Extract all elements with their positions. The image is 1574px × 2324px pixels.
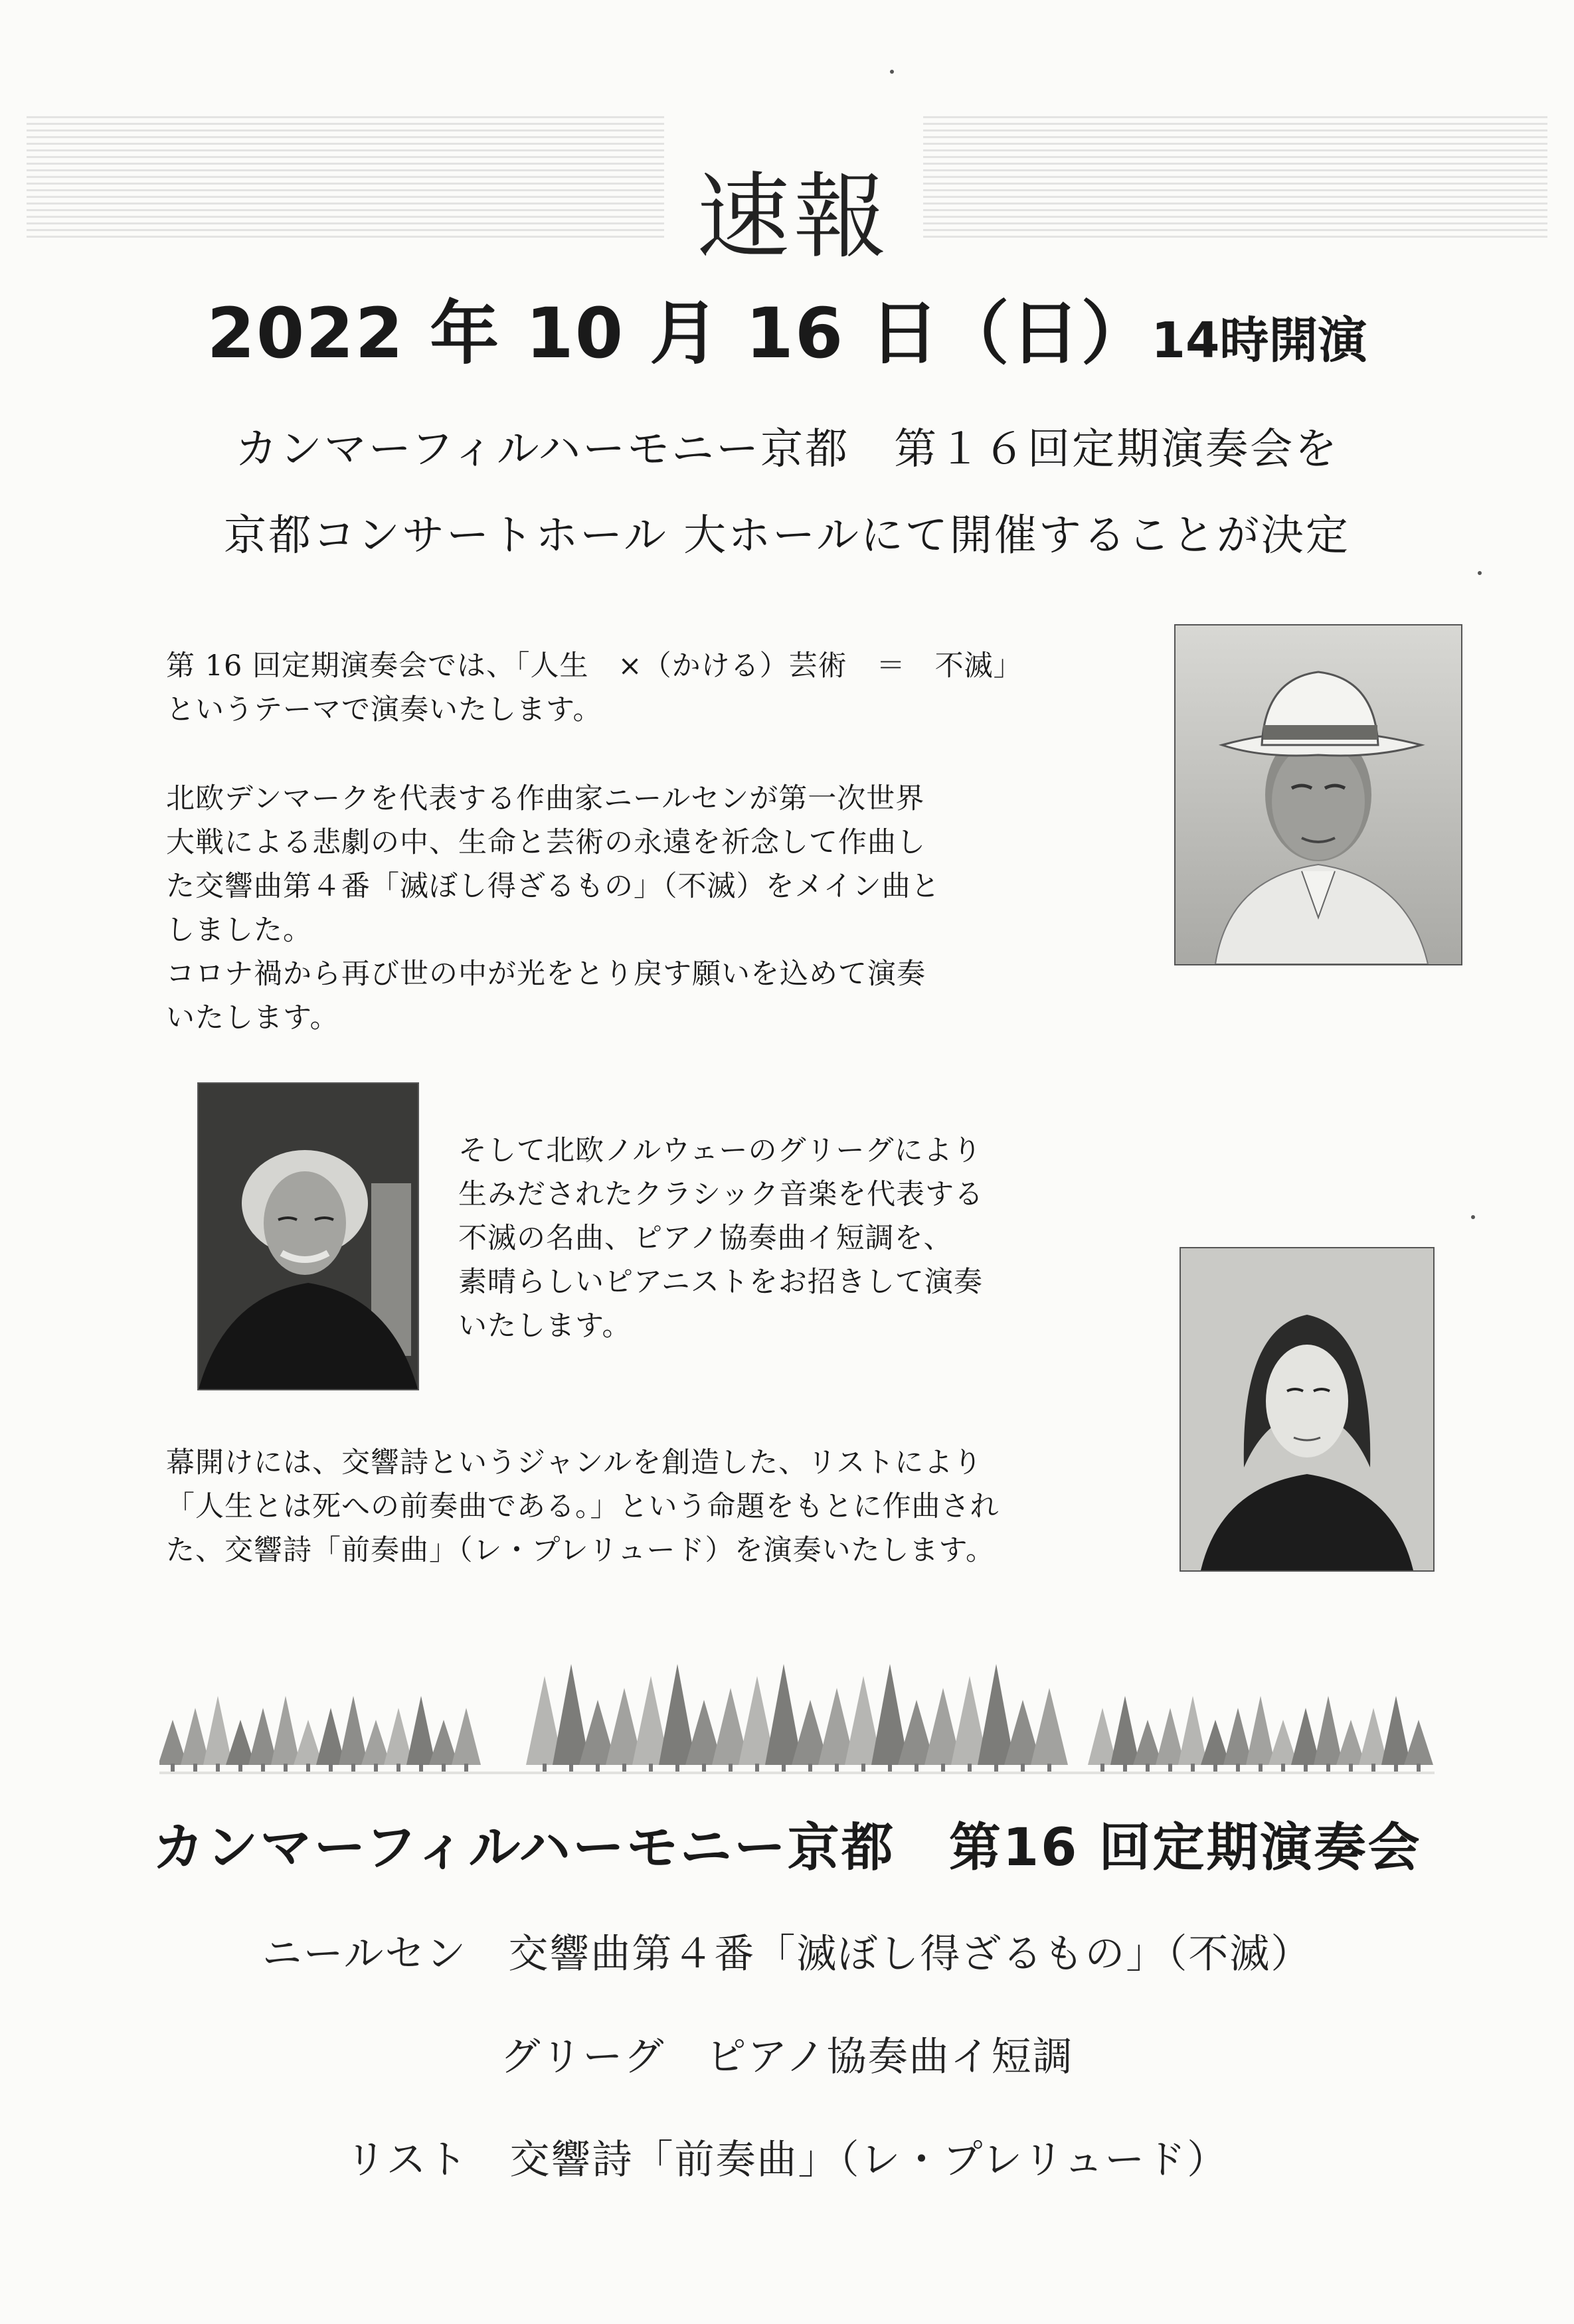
- tree-trunk: [649, 1764, 653, 1773]
- tree-trunk: [888, 1764, 892, 1773]
- tree-trunk: [351, 1764, 355, 1773]
- tree-trunk: [941, 1764, 945, 1773]
- tree-trunk: [702, 1764, 706, 1773]
- tree-trunk: [1281, 1764, 1285, 1773]
- tree-trunk: [1417, 1764, 1421, 1773]
- ground-line: [159, 1772, 1435, 1774]
- tree-trunk: [1213, 1764, 1217, 1773]
- liszt-paragraph: 幕開けには、交響詩というジャンルを創造した、リストにより 「人生とは死への前奏曲である。」という命題をもとに作曲され た、交響詩「前奏曲」（レ・プレリュード）を演奏いたします。: [166, 1446, 1000, 1567]
- scan-speck: [1478, 571, 1482, 575]
- concert-date-main: 2022 年 10 月 16 日（日）: [207, 293, 1152, 374]
- tree-trunk: [1259, 1764, 1263, 1773]
- tree-trunk: [1236, 1764, 1240, 1773]
- nielsen-paragraph: 北欧デンマークを代表する作曲家ニールセンが第一次世界 大戦による悲劇の中、生命と芸術の永遠を祈念して作曲し た交響曲第４番「滅ぼし得ざるもの」（不滅）をメイン曲と しました。 コロナ禍から再び世の中が光をとり戻す願いを込めて演奏 いたします。: [166, 782, 940, 1035]
- tree-trunk: [596, 1764, 600, 1773]
- tree-trunk: [1394, 1764, 1398, 1773]
- grieg-paragraph: そして北欧ノルウェーのグリーグにより 生みだされたクラシック音楽を代表する 不滅の名曲、ピアノ協奏曲イ短調を、 素晴らしいピアニストをお招きして演奏 いたします。: [458, 1134, 984, 1343]
- tree-trunk: [216, 1764, 220, 1773]
- concert-start-time: 14時開演: [1151, 312, 1367, 369]
- tree-trunk: [1123, 1764, 1127, 1773]
- tree-trunk: [755, 1764, 759, 1773]
- tree-trunk: [1349, 1764, 1353, 1773]
- tree-shape: [339, 1696, 368, 1765]
- tree-trunk: [622, 1764, 626, 1773]
- tree-shape: [1246, 1696, 1275, 1765]
- announcement-line-1: カンマーフィルハーモニー京都 第１６回定期演奏会を: [234, 425, 1340, 474]
- tree-shape: [406, 1696, 436, 1765]
- tree-trunk: [835, 1764, 839, 1773]
- announcement-line-2: 京都コンサートホール 大ホールにて開催することが決定: [224, 511, 1350, 560]
- theme-paragraph: 第 16 回定期演奏会では、「人生 ×（かける）芸術 ＝ 不滅」 というテーマで演奏いたします。: [166, 649, 1023, 726]
- scan-speck: [1471, 1215, 1475, 1219]
- tree-trunk: [808, 1764, 812, 1773]
- tree-trunk: [782, 1764, 786, 1773]
- program-item-nielsen: ニールセン 交響曲第４番「滅ぼし得ざるもの」（不滅）: [262, 1931, 1312, 1977]
- tree-trunk: [464, 1764, 468, 1773]
- tree-shape: [1314, 1696, 1343, 1765]
- scan-speck: [890, 70, 894, 74]
- tree-trunk: [1146, 1764, 1150, 1773]
- grieg-portrait: [197, 1082, 419, 1390]
- program-title: カンマーフィルハーモニー京都 第16 回定期演奏会: [152, 1818, 1422, 1878]
- tree-trunk: [193, 1764, 197, 1773]
- tree-trunk: [419, 1764, 423, 1773]
- tree-shape: [203, 1696, 232, 1765]
- tree-trunk: [1168, 1764, 1172, 1773]
- tree-trunk: [1191, 1764, 1195, 1773]
- tree-trunk: [569, 1764, 573, 1773]
- tree-trunk: [729, 1764, 733, 1773]
- tree-trunk: [261, 1764, 265, 1773]
- forest-illustration: [159, 1660, 1435, 1780]
- tree-trunk: [543, 1764, 547, 1773]
- tree-trunk: [374, 1764, 378, 1773]
- program-item-liszt: リスト 交響詩「前奏曲」（レ・プレリュード）: [345, 2137, 1229, 2183]
- tree-shape: [1381, 1696, 1411, 1765]
- tree-shape: [452, 1708, 481, 1765]
- tree-trunk: [1021, 1764, 1025, 1773]
- liszt-portrait: [1180, 1247, 1435, 1572]
- header-band-right: [923, 116, 1547, 242]
- tree-shape: [1110, 1696, 1140, 1765]
- tree-trunk: [915, 1764, 918, 1773]
- tree-trunk: [994, 1764, 998, 1773]
- tree-trunk: [675, 1764, 679, 1773]
- tree-trunk: [1371, 1764, 1375, 1773]
- nielsen-portrait: [1174, 624, 1462, 965]
- tree-shape: [271, 1696, 300, 1765]
- tree-shape: [1404, 1720, 1433, 1765]
- tree-trunk: [968, 1764, 972, 1773]
- program-item-grieg: グリーグ ピアノ協奏曲イ短調: [500, 2034, 1074, 2080]
- tree-trunk: [171, 1764, 175, 1773]
- tree-shape: [1178, 1696, 1207, 1765]
- tree-trunk: [1304, 1764, 1308, 1773]
- tree-trunk: [1326, 1764, 1330, 1773]
- tree-trunk: [284, 1764, 288, 1773]
- tree-shape: [1031, 1688, 1068, 1765]
- tree-trunk: [861, 1764, 865, 1773]
- tree-trunk: [306, 1764, 310, 1773]
- tree-trunk: [442, 1764, 446, 1773]
- tree-trunk: [1047, 1764, 1051, 1773]
- tree-trunk: [396, 1764, 400, 1773]
- tree-trunk: [238, 1764, 242, 1773]
- tree-trunk: [1100, 1764, 1104, 1773]
- flyer-headline: 速報: [664, 143, 923, 276]
- concert-date: [0, 278, 1574, 377]
- header-band-left: [27, 116, 664, 242]
- tree-trunk: [329, 1764, 333, 1773]
